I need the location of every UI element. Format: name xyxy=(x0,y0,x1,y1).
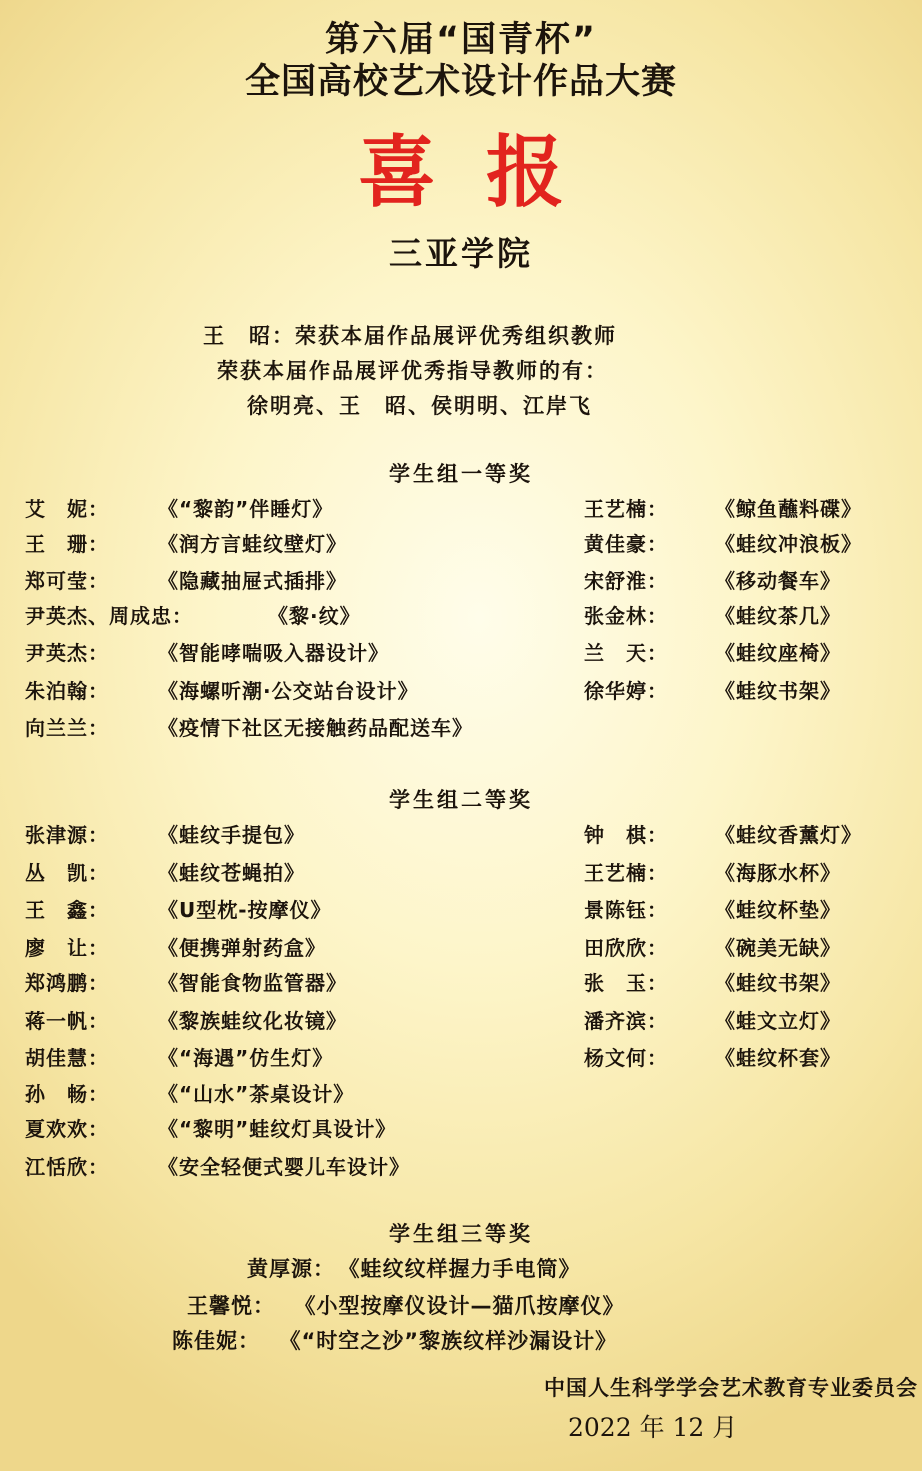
student-name: 向兰兰： xyxy=(25,716,109,740)
organizer-teacher: 王 昭：荣获本届作品展评优秀组织教师 xyxy=(203,324,617,348)
award-row xyxy=(0,1152,922,1182)
award-row xyxy=(0,1006,922,1036)
student-name: 钟 棋： xyxy=(584,823,668,847)
student-name: 王馨悦： xyxy=(187,1294,275,1318)
student-name: 夏欢欢： xyxy=(25,1117,109,1141)
award-row xyxy=(0,1079,922,1109)
issue-date: 2022 年 12 月 xyxy=(568,1413,738,1442)
award-row xyxy=(0,895,922,925)
competition-title-line1: 第六届“国青杯” xyxy=(324,20,597,60)
competition-title-line2: 全国高校艺术设计作品大赛 xyxy=(244,62,677,102)
student-name: 孙 畅： xyxy=(25,1082,109,1106)
work-title: 《安全轻便式婴儿车设计》 xyxy=(158,1155,410,1179)
work-title: 《“黎韵”伴睡灯》 xyxy=(158,497,334,521)
work-title: 《U型枕-按摩仪》 xyxy=(158,898,332,922)
award-row xyxy=(0,1043,922,1073)
work-title: 《“海遇”仿生灯》 xyxy=(158,1046,334,1070)
award-row xyxy=(0,676,922,706)
student-name: 陈佳妮： xyxy=(172,1329,260,1353)
work-title: 《便携弹射药盒》 xyxy=(158,936,326,960)
award-row xyxy=(0,601,922,631)
work-title: 《蛙纹座椅》 xyxy=(715,641,841,665)
work-title: 《蛙纹纹样握力手电筒》 xyxy=(349,1257,581,1281)
work-title: 《蛙纹香薰灯》 xyxy=(715,823,862,847)
award-row xyxy=(0,713,922,743)
work-title: 《隐藏抽屉式插排》 xyxy=(158,569,347,593)
student-name: 宋舒淮： xyxy=(584,569,668,593)
student-name: 黄佳豪： xyxy=(584,532,668,556)
student-name: 黄厚源： xyxy=(247,1257,335,1281)
work-title: 《鲸鱼蘸料碟》 xyxy=(715,497,862,521)
work-title: 《蛙纹苍蝇拍》 xyxy=(158,861,305,885)
first-prize-heading: 学生组一等奖 xyxy=(389,462,533,486)
award-row xyxy=(172,1326,617,1356)
work-title: 《“黎明”蛙纹灯具设计》 xyxy=(158,1117,397,1141)
student-name: 田欣欣： xyxy=(584,936,668,960)
student-name: 张金林： xyxy=(584,604,668,628)
award-row xyxy=(0,858,922,888)
student-name: 潘齐滨： xyxy=(584,1009,668,1033)
work-title: 《海豚水杯》 xyxy=(715,861,841,885)
work-title: 《智能哮喘吸入器设计》 xyxy=(158,641,389,665)
work-title: 《蛙纹手提包》 xyxy=(158,823,305,847)
work-title: 《蛙纹书架》 xyxy=(715,971,841,995)
work-title: 《小型按摩仪设计—猫爪按摩仪》 xyxy=(305,1294,625,1318)
award-row xyxy=(0,638,922,668)
award-row xyxy=(187,1291,625,1321)
issuing-organization: 中国人生科学学会艺术教育专业委员会 xyxy=(544,1376,918,1400)
award-row xyxy=(0,1114,922,1144)
student-name: 朱泊翰： xyxy=(25,679,109,703)
work-title: 《蛙文立灯》 xyxy=(715,1009,841,1033)
work-title: 《黎族蛙纹化妆镜》 xyxy=(158,1009,347,1033)
headline: 喜报 xyxy=(357,127,614,218)
second-prize-heading: 学生组二等奖 xyxy=(389,788,533,812)
student-name: 胡佳慧： xyxy=(25,1046,109,1070)
student-name: 廖 让： xyxy=(25,936,109,960)
student-name: 景陈钰： xyxy=(584,898,668,922)
student-name: 杨文何： xyxy=(584,1046,668,1070)
student-name: 王 鑫： xyxy=(25,898,109,922)
student-name: 王 珊： xyxy=(25,532,109,556)
work-title: 《“时空之沙”黎族纹样沙漏设计》 xyxy=(290,1329,618,1353)
work-title: 《智能食物监管器》 xyxy=(158,971,347,995)
award-row xyxy=(0,566,922,596)
student-name: 张津源： xyxy=(25,823,109,847)
student-name: 江恬欣： xyxy=(25,1155,109,1179)
student-name: 郑可莹： xyxy=(25,569,109,593)
award-row xyxy=(0,529,922,559)
work-title: 《“山水”茶桌设计》 xyxy=(158,1082,355,1106)
work-title: 《蛙纹茶几》 xyxy=(715,604,841,628)
student-name: 兰 天： xyxy=(584,641,668,665)
work-title: 《海螺听潮·公交站台设计》 xyxy=(158,679,419,703)
award-row xyxy=(0,820,922,850)
student-name: 徐华婷： xyxy=(584,679,668,703)
student-name: 尹英杰： xyxy=(25,641,109,665)
student-name: 艾 妮： xyxy=(25,497,109,521)
student-name: 尹英杰、周成忠： xyxy=(25,604,193,628)
work-title: 《蛙纹杯套》 xyxy=(715,1046,841,1070)
student-name: 王艺楠： xyxy=(584,497,668,521)
student-name: 蒋一帆： xyxy=(25,1009,109,1033)
work-title: 《疫情下社区无接触药品配送车》 xyxy=(158,716,473,740)
award-row xyxy=(247,1254,581,1284)
student-name: 王艺楠： xyxy=(584,861,668,885)
student-name: 张 玉： xyxy=(584,971,668,995)
award-row xyxy=(0,968,922,998)
award-row xyxy=(0,933,922,963)
student-name: 丛 凯： xyxy=(25,861,109,885)
work-title: 《蛙纹书架》 xyxy=(715,679,841,703)
school-name: 三亚学院 xyxy=(389,234,533,273)
work-title: 《蛙纹冲浪板》 xyxy=(715,532,862,556)
work-title: 《蛙纹杯垫》 xyxy=(715,898,841,922)
advisors-list: 徐明亮、王 昭、侯明明、江岸飞 xyxy=(247,394,592,418)
work-title: 《碗美无缺》 xyxy=(715,936,841,960)
work-title: 《润方言蛙纹壁灯》 xyxy=(158,532,347,556)
award-row xyxy=(0,494,922,524)
third-prize-heading: 学生组三等奖 xyxy=(389,1222,533,1246)
work-title: 《黎·纹》 xyxy=(268,604,361,628)
advisors-intro: 荣获本届作品展评优秀指导教师的有： xyxy=(217,359,608,383)
work-title: 《移动餐车》 xyxy=(715,569,841,593)
student-name: 郑鸿鹏： xyxy=(25,971,109,995)
